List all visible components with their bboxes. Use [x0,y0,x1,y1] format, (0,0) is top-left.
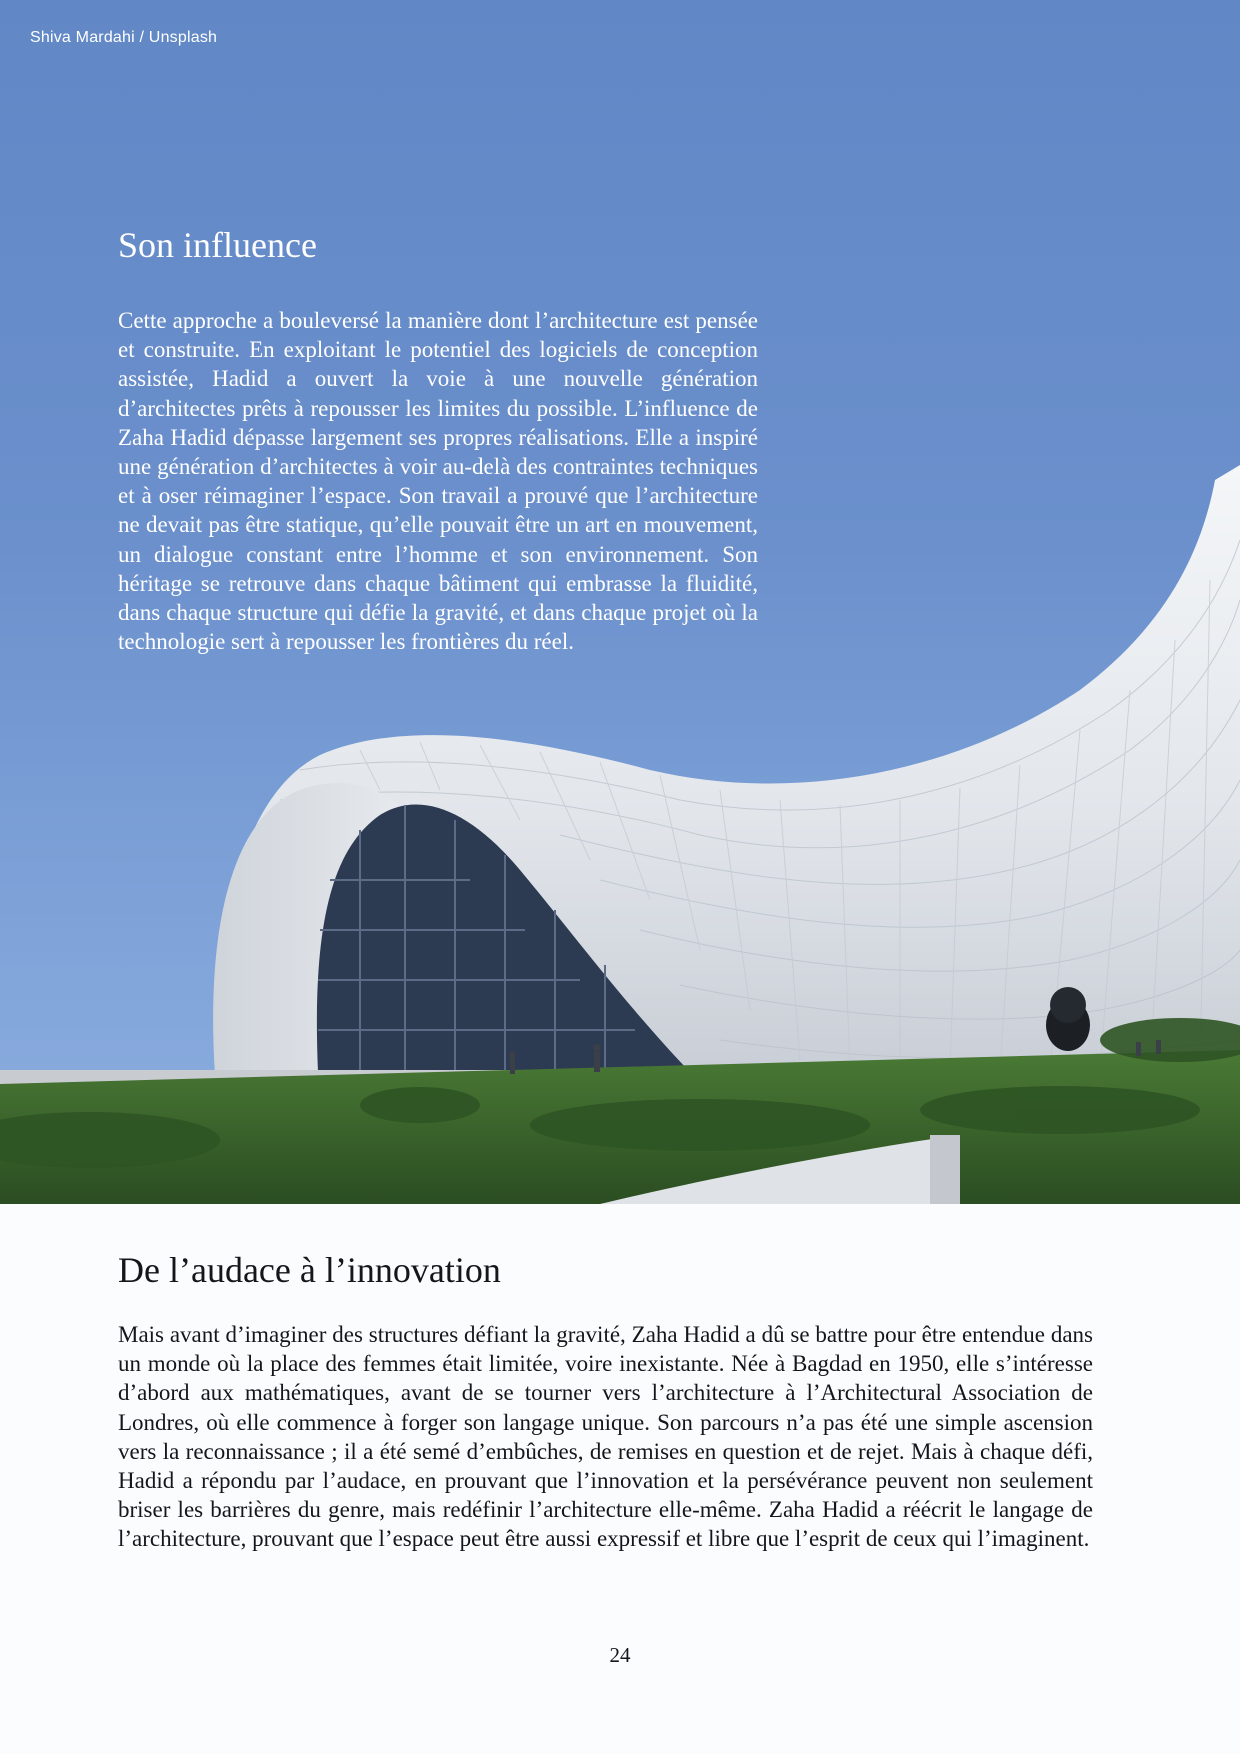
section-title-audace: De l’audace à l’innovation [118,1250,501,1290]
section-body-audace: Mais avant d’imaginer des structures défiant la gravité, Zaha Hadid a dû se battre pour être entendue dans un monde où la place des femmes était limitée, voire inexistante. Née à Bagdad en 1950, elle s’intéresse d’abord aux mathématiques, avant de se tourner vers l’architecture à l’Architectural Association de Londres, où elle commence à forger son langage unique. Son parcours n’a pas été une simple ascension vers la reconnaissance ; il a été semé d’embûches, de remises en question et de rejet. Mais à chaque défi, Hadid a répondu par l’audace, en prouvant que l’innovation et la persévérance peuvent non seulement briser les barrières du genre, mais redéfinir l’architecture elle-même. Zaha Hadid a réécrit le langage de l’architecture, prouvant que l’espace peut être aussi expressif et libre que l’esprit de ceux qui l’imaginent. [118,1322,1093,1552]
section-body-influence: Cette approche a bouleversé la manière dont l’architecture est pensée et construite. En exploitant le potentiel des logiciels de conception assistée, Hadid a ouvert la voie à une nouvelle génération d’architectes prêts à repousser les limites du possible. L’influence de Zaha Hadid dépasse largement ses propres réalisations. Elle a inspiré une génération d’architectes à voir au-delà des contraintes techniques et à oser réimaginer l’espace. Son travail a prouvé que l’architecture ne devait pas être statique, qu’elle pouvait être un art en mouvement, un dialogue constant entre l’homme et son environnement. Son héritage se retrouve dans chaque bâtiment qui embrasse la fluidité, dans chaque structure qui défie la gravité, et dans chaque projet où la technologie sert à repousser les frontières du réel. [118,308,758,655]
photo-credit: Shiva Mardahi / Unsplash [30,29,218,46]
section-title-influence: Son influence [118,225,317,265]
page-number: 24 [609,1643,631,1667]
